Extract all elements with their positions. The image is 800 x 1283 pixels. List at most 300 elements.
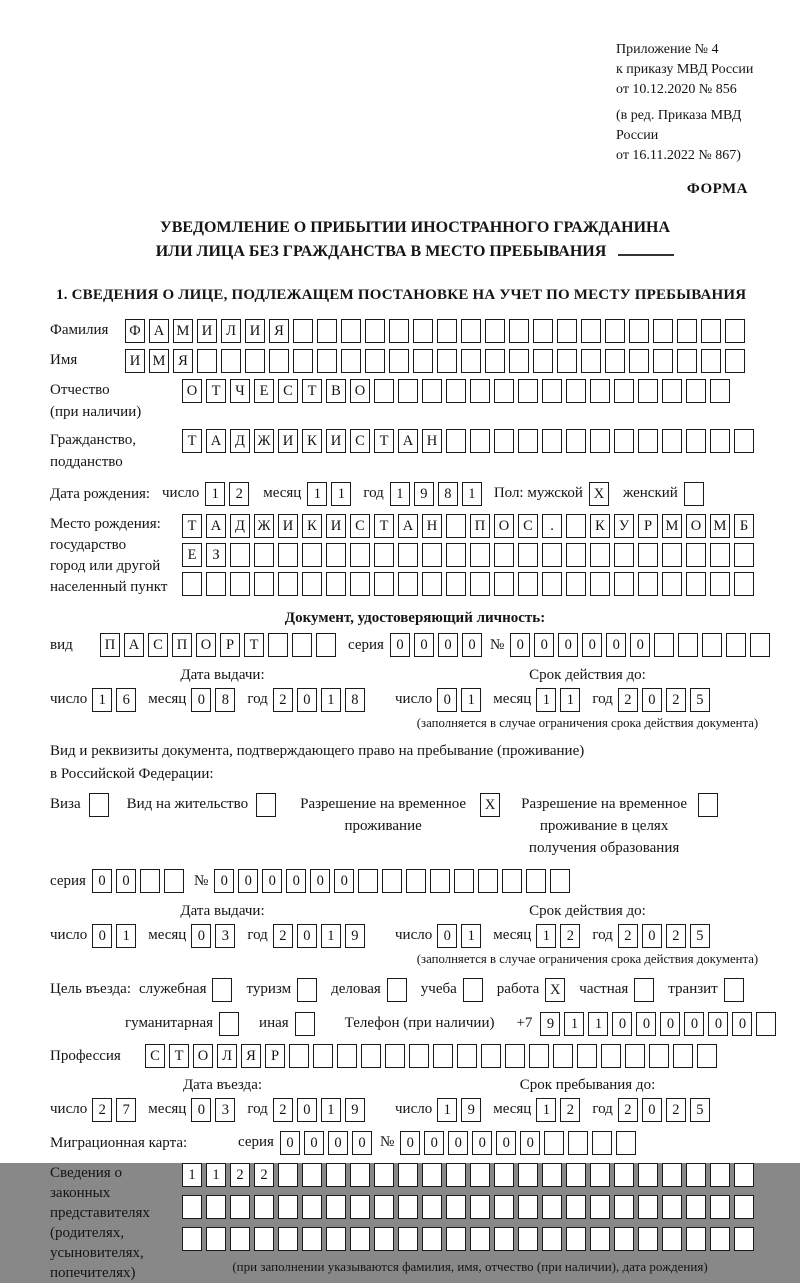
profession-cells[interactable] <box>145 1044 721 1068</box>
form-cell[interactable] <box>470 1163 490 1187</box>
form-cell[interactable] <box>653 319 673 343</box>
form-cell[interactable]: 0 <box>92 924 112 948</box>
citizenship-cells[interactable] <box>182 429 758 453</box>
form-cell[interactable] <box>278 572 298 596</box>
form-cell[interactable] <box>581 319 601 343</box>
form-cell[interactable] <box>518 429 538 453</box>
form-cell[interactable] <box>654 633 674 657</box>
form-cell[interactable]: Т <box>244 633 264 657</box>
form-cell[interactable]: 2 <box>229 482 249 506</box>
form-cell[interactable] <box>140 869 160 893</box>
form-cell[interactable] <box>518 1163 538 1187</box>
form-cell[interactable] <box>230 1195 250 1219</box>
form-cell[interactable] <box>662 543 682 567</box>
form-cell[interactable] <box>430 869 450 893</box>
form-cell[interactable] <box>256 793 276 817</box>
form-cell[interactable]: 0 <box>328 1131 348 1155</box>
form-cell[interactable]: 1 <box>588 1012 608 1036</box>
form-cell[interactable] <box>182 572 202 596</box>
form-cell[interactable] <box>614 572 634 596</box>
form-cell[interactable] <box>614 429 634 453</box>
form-cell[interactable] <box>313 1044 333 1068</box>
form-cell[interactable] <box>292 633 312 657</box>
form-cell[interactable]: П <box>100 633 120 657</box>
form-cell[interactable]: 0 <box>708 1012 728 1036</box>
form-cell[interactable]: 7 <box>116 1098 136 1122</box>
form-cell[interactable] <box>734 572 754 596</box>
form-cell[interactable] <box>289 1044 309 1068</box>
form-cell[interactable] <box>293 319 313 343</box>
form-cell[interactable] <box>485 349 505 373</box>
form-cell[interactable]: 0 <box>304 1131 324 1155</box>
form-cell[interactable] <box>710 1163 730 1187</box>
form-cell[interactable] <box>614 1163 634 1187</box>
form-cell[interactable]: 0 <box>191 688 211 712</box>
form-cell[interactable]: Л <box>221 319 241 343</box>
entry-month-cells[interactable] <box>191 1098 239 1122</box>
form-cell[interactable] <box>446 1163 466 1187</box>
form-cell[interactable] <box>529 1044 549 1068</box>
form-cell[interactable]: А <box>206 514 226 538</box>
form-cell[interactable]: И <box>197 319 217 343</box>
form-cell[interactable] <box>374 543 394 567</box>
form-cell[interactable] <box>542 1227 562 1251</box>
form-cell[interactable] <box>219 1012 239 1036</box>
residence-valid-year-cells[interactable] <box>618 924 714 948</box>
form-cell[interactable] <box>518 1227 538 1251</box>
residence-issue-year-cells[interactable] <box>273 924 369 948</box>
form-cell[interactable]: 2 <box>273 1098 293 1122</box>
form-cell[interactable]: К <box>590 514 610 538</box>
form-cell[interactable] <box>518 572 538 596</box>
form-cell[interactable] <box>337 1044 357 1068</box>
form-cell[interactable] <box>422 1163 442 1187</box>
form-cell[interactable]: З <box>206 543 226 567</box>
form-cell[interactable]: С <box>278 379 298 403</box>
form-cell[interactable] <box>470 429 490 453</box>
form-cell[interactable] <box>297 978 317 1002</box>
form-cell[interactable] <box>544 1131 564 1155</box>
form-cell[interactable]: 1 <box>331 482 351 506</box>
patronymic-cells[interactable] <box>182 379 734 403</box>
form-cell[interactable]: С <box>148 633 168 657</box>
form-cell[interactable]: 1 <box>205 482 225 506</box>
form-cell[interactable] <box>566 1227 586 1251</box>
form-cell[interactable] <box>686 1227 706 1251</box>
form-cell[interactable] <box>638 543 658 567</box>
birth-month-cells[interactable] <box>307 482 355 506</box>
form-cell[interactable]: 0 <box>438 633 458 657</box>
form-cell[interactable]: 8 <box>438 482 458 506</box>
form-cell[interactable]: А <box>149 319 169 343</box>
identity-issue-year-cells[interactable] <box>273 688 369 712</box>
form-cell[interactable]: 1 <box>536 1098 556 1122</box>
representatives-row-2[interactable] <box>182 1195 758 1219</box>
form-cell[interactable] <box>566 429 586 453</box>
form-cell[interactable] <box>206 1195 226 1219</box>
form-cell[interactable]: О <box>686 514 706 538</box>
birth-day-cells[interactable] <box>205 482 253 506</box>
form-cell[interactable]: Ж <box>254 429 274 453</box>
form-cell[interactable]: 1 <box>182 1163 202 1187</box>
form-cell[interactable]: 0 <box>214 869 234 893</box>
form-cell[interactable] <box>446 379 466 403</box>
form-cell[interactable] <box>677 349 697 373</box>
identity-number-cells[interactable] <box>510 633 774 657</box>
name-cells[interactable] <box>125 349 749 373</box>
form-cell[interactable] <box>568 1131 588 1155</box>
form-cell[interactable] <box>358 869 378 893</box>
form-cell[interactable] <box>406 869 426 893</box>
form-cell[interactable]: 0 <box>642 1098 662 1122</box>
form-cell[interactable] <box>422 543 442 567</box>
form-cell[interactable] <box>686 1163 706 1187</box>
form-cell[interactable]: 0 <box>534 633 554 657</box>
form-cell[interactable]: . <box>542 514 562 538</box>
form-cell[interactable] <box>302 1195 322 1219</box>
form-cell[interactable] <box>398 572 418 596</box>
form-cell[interactable] <box>494 1227 514 1251</box>
form-cell[interactable] <box>581 349 601 373</box>
form-cell[interactable] <box>212 978 232 1002</box>
identity-kind-cells[interactable] <box>100 633 340 657</box>
form-cell[interactable] <box>478 869 498 893</box>
form-cell[interactable] <box>653 349 673 373</box>
form-cell[interactable] <box>590 572 610 596</box>
form-cell[interactable]: 0 <box>400 1131 420 1155</box>
form-cell[interactable] <box>278 543 298 567</box>
sex-female-checkbox[interactable] <box>684 482 708 506</box>
form-cell[interactable]: 1 <box>92 688 112 712</box>
form-cell[interactable] <box>629 349 649 373</box>
form-cell[interactable] <box>577 1044 597 1068</box>
purpose-study-checkbox[interactable] <box>463 978 487 1002</box>
form-cell[interactable] <box>542 429 562 453</box>
form-cell[interactable] <box>494 379 514 403</box>
form-cell[interactable]: 1 <box>206 1163 226 1187</box>
form-cell[interactable] <box>317 349 337 373</box>
form-cell[interactable] <box>542 1163 562 1187</box>
form-cell[interactable] <box>542 1195 562 1219</box>
form-cell[interactable]: 2 <box>92 1098 112 1122</box>
form-cell[interactable] <box>662 379 682 403</box>
form-cell[interactable] <box>566 572 586 596</box>
form-cell[interactable]: У <box>614 514 634 538</box>
form-cell[interactable] <box>206 1227 226 1251</box>
form-cell[interactable]: 0 <box>191 924 211 948</box>
form-cell[interactable]: Т <box>182 514 202 538</box>
form-cell[interactable] <box>422 572 442 596</box>
form-cell[interactable]: 1 <box>307 482 327 506</box>
form-cell[interactable] <box>89 793 109 817</box>
form-cell[interactable] <box>702 633 722 657</box>
purpose-work-checkbox[interactable] <box>545 978 569 1002</box>
form-cell[interactable]: 2 <box>230 1163 250 1187</box>
form-cell[interactable] <box>230 543 250 567</box>
birth-place-row-2[interactable] <box>182 543 758 567</box>
form-cell[interactable]: И <box>245 319 265 343</box>
form-cell[interactable]: 5 <box>690 1098 710 1122</box>
form-cell[interactable]: Л <box>217 1044 237 1068</box>
form-cell[interactable] <box>494 1163 514 1187</box>
form-cell[interactable] <box>710 379 730 403</box>
form-cell[interactable] <box>302 572 322 596</box>
identity-valid-day-cells[interactable] <box>437 688 485 712</box>
form-cell[interactable] <box>413 349 433 373</box>
form-cell[interactable] <box>365 319 385 343</box>
form-cell[interactable] <box>509 349 529 373</box>
option-temp-residence-checkbox[interactable] <box>480 793 504 817</box>
form-cell[interactable] <box>590 1227 610 1251</box>
form-cell[interactable]: 0 <box>437 688 457 712</box>
form-cell[interactable] <box>221 349 241 373</box>
residence-series-cells[interactable] <box>92 869 188 893</box>
form-cell[interactable]: 9 <box>461 1098 481 1122</box>
form-cell[interactable] <box>638 429 658 453</box>
sex-male-checkbox[interactable] <box>589 482 613 506</box>
form-cell[interactable]: 0 <box>238 869 258 893</box>
form-cell[interactable] <box>614 543 634 567</box>
form-cell[interactable]: О <box>196 633 216 657</box>
form-cell[interactable] <box>542 543 562 567</box>
form-cell[interactable] <box>278 1227 298 1251</box>
form-cell[interactable]: 5 <box>690 924 710 948</box>
form-cell[interactable] <box>605 349 625 373</box>
form-cell[interactable] <box>638 1195 658 1219</box>
form-cell[interactable]: 2 <box>666 924 686 948</box>
form-cell[interactable] <box>365 349 385 373</box>
form-cell[interactable]: Ж <box>254 514 274 538</box>
form-cell[interactable]: 3 <box>215 1098 235 1122</box>
representatives-row-1[interactable] <box>182 1163 758 1187</box>
form-cell[interactable] <box>509 319 529 343</box>
form-cell[interactable]: А <box>124 633 144 657</box>
form-cell[interactable]: 8 <box>345 688 365 712</box>
identity-valid-year-cells[interactable] <box>618 688 714 712</box>
form-cell[interactable] <box>326 1163 346 1187</box>
form-cell[interactable]: Т <box>182 429 202 453</box>
form-cell[interactable] <box>350 1195 370 1219</box>
form-cell[interactable]: Е <box>254 379 274 403</box>
form-cell[interactable] <box>446 1195 466 1219</box>
form-cell[interactable] <box>566 1195 586 1219</box>
form-cell[interactable] <box>326 1195 346 1219</box>
form-cell[interactable] <box>278 1195 298 1219</box>
form-cell[interactable] <box>697 1044 717 1068</box>
birth-year-cells[interactable] <box>390 482 486 506</box>
form-cell[interactable]: М <box>662 514 682 538</box>
form-cell[interactable]: 0 <box>520 1131 540 1155</box>
form-cell[interactable]: И <box>326 429 346 453</box>
form-cell[interactable]: П <box>172 633 192 657</box>
form-cell[interactable]: 0 <box>334 869 354 893</box>
form-cell[interactable] <box>254 1227 274 1251</box>
stay-month-cells[interactable] <box>536 1098 584 1122</box>
form-cell[interactable] <box>550 869 570 893</box>
representatives-row-3[interactable] <box>182 1227 758 1251</box>
form-cell[interactable] <box>302 1163 322 1187</box>
form-cell[interactable] <box>254 572 274 596</box>
form-cell[interactable] <box>686 429 706 453</box>
form-cell[interactable]: 5 <box>690 688 710 712</box>
form-cell[interactable]: 1 <box>321 688 341 712</box>
form-cell[interactable]: А <box>398 429 418 453</box>
form-cell[interactable]: 0 <box>448 1131 468 1155</box>
form-cell[interactable] <box>566 514 586 538</box>
form-cell[interactable]: И <box>125 349 145 373</box>
form-cell[interactable]: 8 <box>215 688 235 712</box>
form-cell[interactable]: Я <box>173 349 193 373</box>
form-cell[interactable] <box>409 1044 429 1068</box>
form-cell[interactable] <box>557 319 577 343</box>
form-cell[interactable] <box>494 572 514 596</box>
form-cell[interactable] <box>590 429 610 453</box>
entry-year-cells[interactable] <box>273 1098 369 1122</box>
form-cell[interactable]: 2 <box>254 1163 274 1187</box>
form-cell[interactable]: Т <box>169 1044 189 1068</box>
form-cell[interactable] <box>601 1044 621 1068</box>
form-cell[interactable] <box>502 869 522 893</box>
form-cell[interactable] <box>638 1227 658 1251</box>
form-cell[interactable]: 0 <box>424 1131 444 1155</box>
form-cell[interactable] <box>678 633 698 657</box>
form-cell[interactable] <box>662 1163 682 1187</box>
migration-number-cells[interactable] <box>400 1131 640 1155</box>
form-cell[interactable] <box>470 543 490 567</box>
form-cell[interactable]: X <box>480 793 500 817</box>
form-cell[interactable] <box>446 1227 466 1251</box>
form-cell[interactable]: 1 <box>321 924 341 948</box>
form-cell[interactable]: 0 <box>92 869 112 893</box>
stay-year-cells[interactable] <box>618 1098 714 1122</box>
form-cell[interactable]: М <box>173 319 193 343</box>
form-cell[interactable] <box>710 429 730 453</box>
identity-issue-day-cells[interactable] <box>92 688 140 712</box>
form-cell[interactable] <box>350 572 370 596</box>
form-cell[interactable] <box>725 319 745 343</box>
form-cell[interactable] <box>398 379 418 403</box>
form-cell[interactable]: 9 <box>414 482 434 506</box>
form-cell[interactable] <box>710 543 730 567</box>
form-cell[interactable] <box>398 543 418 567</box>
form-cell[interactable]: 0 <box>191 1098 211 1122</box>
form-cell[interactable] <box>389 319 409 343</box>
form-cell[interactable] <box>710 1227 730 1251</box>
form-cell[interactable]: 0 <box>642 924 662 948</box>
form-cell[interactable] <box>446 429 466 453</box>
form-cell[interactable] <box>553 1044 573 1068</box>
form-cell[interactable] <box>701 349 721 373</box>
form-cell[interactable] <box>446 514 466 538</box>
form-cell[interactable]: 1 <box>116 924 136 948</box>
form-cell[interactable]: X <box>589 482 609 506</box>
form-cell[interactable] <box>326 572 346 596</box>
purpose-other-checkbox[interactable] <box>295 1012 319 1036</box>
form-cell[interactable]: 1 <box>536 924 556 948</box>
form-cell[interactable]: 0 <box>732 1012 752 1036</box>
form-cell[interactable] <box>182 1227 202 1251</box>
form-cell[interactable]: 0 <box>636 1012 656 1036</box>
form-cell[interactable] <box>326 1227 346 1251</box>
form-cell[interactable] <box>461 319 481 343</box>
form-cell[interactable] <box>662 429 682 453</box>
form-cell[interactable]: 0 <box>642 688 662 712</box>
form-cell[interactable] <box>734 1227 754 1251</box>
form-cell[interactable]: 0 <box>496 1131 516 1155</box>
form-cell[interactable] <box>317 319 337 343</box>
form-cell[interactable]: 0 <box>286 869 306 893</box>
form-cell[interactable] <box>686 379 706 403</box>
form-cell[interactable]: М <box>710 514 730 538</box>
form-cell[interactable] <box>649 1044 669 1068</box>
form-cell[interactable]: 9 <box>540 1012 560 1036</box>
option-residence-permit-checkbox[interactable] <box>256 793 280 817</box>
form-cell[interactable]: 9 <box>345 924 365 948</box>
form-cell[interactable] <box>374 1163 394 1187</box>
form-cell[interactable] <box>684 482 704 506</box>
form-cell[interactable]: О <box>182 379 202 403</box>
purpose-transit-checkbox[interactable] <box>724 978 748 1002</box>
form-cell[interactable] <box>374 1227 394 1251</box>
form-cell[interactable] <box>662 1227 682 1251</box>
form-cell[interactable] <box>470 379 490 403</box>
form-cell[interactable] <box>269 349 289 373</box>
residence-number-cells[interactable] <box>214 869 574 893</box>
form-cell[interactable] <box>374 379 394 403</box>
form-cell[interactable] <box>437 349 457 373</box>
form-cell[interactable] <box>413 319 433 343</box>
form-cell[interactable]: 2 <box>560 924 580 948</box>
form-cell[interactable] <box>422 379 442 403</box>
form-cell[interactable]: Д <box>230 514 250 538</box>
form-cell[interactable] <box>326 543 346 567</box>
form-cell[interactable]: 0 <box>310 869 330 893</box>
form-cell[interactable]: 2 <box>618 924 638 948</box>
form-cell[interactable] <box>686 572 706 596</box>
form-cell[interactable]: 2 <box>273 924 293 948</box>
form-cell[interactable]: Ч <box>230 379 250 403</box>
form-cell[interactable] <box>230 1227 250 1251</box>
form-cell[interactable] <box>625 1044 645 1068</box>
form-cell[interactable] <box>673 1044 693 1068</box>
form-cell[interactable] <box>614 379 634 403</box>
form-cell[interactable] <box>614 1195 634 1219</box>
form-cell[interactable] <box>382 869 402 893</box>
form-cell[interactable] <box>494 429 514 453</box>
form-cell[interactable] <box>437 319 457 343</box>
form-cell[interactable] <box>726 633 746 657</box>
form-cell[interactable]: 1 <box>461 924 481 948</box>
form-cell[interactable] <box>446 543 466 567</box>
form-cell[interactable] <box>446 572 466 596</box>
form-cell[interactable] <box>518 543 538 567</box>
form-cell[interactable]: Т <box>374 429 394 453</box>
form-cell[interactable] <box>293 349 313 373</box>
form-cell[interactable] <box>734 429 754 453</box>
form-cell[interactable] <box>557 349 577 373</box>
form-cell[interactable] <box>387 978 407 1002</box>
form-cell[interactable] <box>505 1044 525 1068</box>
form-cell[interactable] <box>590 1163 610 1187</box>
form-cell[interactable]: Б <box>734 514 754 538</box>
form-cell[interactable]: 0 <box>414 633 434 657</box>
form-cell[interactable]: 1 <box>536 688 556 712</box>
form-cell[interactable]: Е <box>182 543 202 567</box>
form-cell[interactable]: 2 <box>618 1098 638 1122</box>
form-cell[interactable] <box>398 1195 418 1219</box>
form-cell[interactable] <box>457 1044 477 1068</box>
form-cell[interactable] <box>592 1131 612 1155</box>
